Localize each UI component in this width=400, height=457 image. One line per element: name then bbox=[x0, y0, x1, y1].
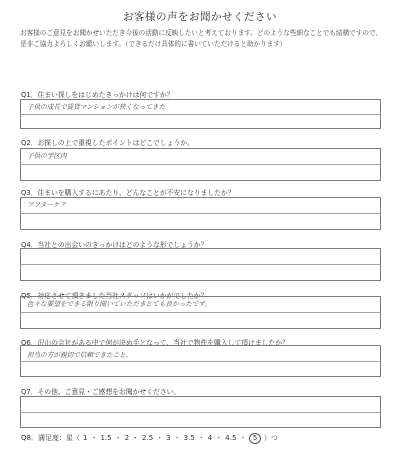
question-6-answer: 担当の方が親切で信頼できたこと。 bbox=[27, 351, 133, 359]
question-3-answer-box[interactable] bbox=[20, 197, 381, 230]
answer-divider bbox=[21, 164, 380, 165]
satisfaction-options[interactable] bbox=[80, 433, 264, 444]
question-4-answer-box[interactable] bbox=[20, 248, 381, 281]
question-1-answer: 子供の成長で賃貸マンションが狭くなってきた bbox=[27, 103, 166, 111]
separator-dot: ・ bbox=[114, 434, 122, 442]
question-7-answer-box[interactable] bbox=[20, 396, 381, 428]
satisfaction-option-2.5[interactable]: 2.5 bbox=[142, 434, 154, 442]
satisfaction-suffix: ）つ bbox=[263, 434, 278, 442]
question-6-label: Q6．沢山の会社がある中で何が決め手となって、当社で物件を購入して頂けましたか？ bbox=[21, 339, 289, 347]
separator-dot: ・ bbox=[215, 434, 223, 442]
answer-divider bbox=[21, 312, 380, 313]
separator-dot: ・ bbox=[90, 434, 98, 442]
question-6-answer-box[interactable] bbox=[20, 345, 381, 377]
question-2-answer: 子供の学区内 bbox=[27, 152, 67, 160]
question-4-label: Q4．当社との出会いのきっかけはどのような形でしょうか？ bbox=[21, 241, 208, 249]
question-1-label: Q1．住まい探しをはじめたきっかけは何ですか？ bbox=[21, 91, 174, 99]
question-2-answer-box[interactable] bbox=[20, 148, 381, 181]
question-3-answer: アフターケア bbox=[27, 201, 67, 209]
answer-divider bbox=[21, 114, 380, 115]
satisfaction-option-4.5[interactable]: 4.5 bbox=[225, 434, 237, 442]
question-3-label: Q3．住まいを購入するにあたり、どんなことが不安になりましたか？ bbox=[21, 189, 235, 197]
answer-divider bbox=[21, 412, 380, 413]
satisfaction-option-4[interactable]: 4 bbox=[207, 434, 213, 442]
question-1-answer-box[interactable] bbox=[20, 99, 381, 129]
intro-text: お客様のご意見をお聞かせいただき今後の活動に反映したいと考えております。どのような些細なことでも結構ですので、是非ご協力よろしくお願いします。（できるだけ具体的に書いていただけると助かります） bbox=[20, 29, 382, 48]
question-5-answer: 色々な要望をできる限り聞いていただきとても良かったです。 bbox=[27, 300, 212, 308]
question-5-label: Q5．対応させて頂きました当社スタッフはいかがでしたか？ bbox=[21, 292, 208, 300]
satisfaction-option-5[interactable]: 5 bbox=[249, 433, 260, 444]
question-2-label: Q2．お探しの上で重視したポイントはどこでしょうか。 bbox=[21, 139, 194, 147]
satisfaction-option-1[interactable]: 1 bbox=[82, 434, 88, 442]
satisfaction-option-1.5[interactable]: 1.5 bbox=[100, 434, 112, 442]
satisfaction-option-3.5[interactable]: 3.5 bbox=[183, 434, 195, 442]
separator-dot: ・ bbox=[173, 434, 181, 442]
answer-divider bbox=[21, 264, 380, 265]
satisfaction-rating bbox=[21, 433, 278, 444]
satisfaction-option-2[interactable]: 2 bbox=[124, 434, 130, 442]
satisfaction-option-3[interactable]: 3 bbox=[166, 434, 171, 442]
question-7-label: Q7．その他、ご意見・ご感想をお聞かせください。 bbox=[21, 388, 181, 396]
page-title: お客様の声をお聞かせください bbox=[123, 11, 277, 23]
separator-dot: ・ bbox=[132, 434, 140, 442]
separator-dot: ・ bbox=[239, 434, 247, 442]
satisfaction-label: Q8．満足度：星（ bbox=[21, 434, 80, 442]
question-5-answer-box[interactable] bbox=[20, 296, 381, 329]
separator-dot: ・ bbox=[156, 434, 164, 442]
separator-dot: ・ bbox=[197, 434, 205, 442]
answer-divider bbox=[21, 361, 380, 362]
answer-divider bbox=[21, 213, 380, 214]
